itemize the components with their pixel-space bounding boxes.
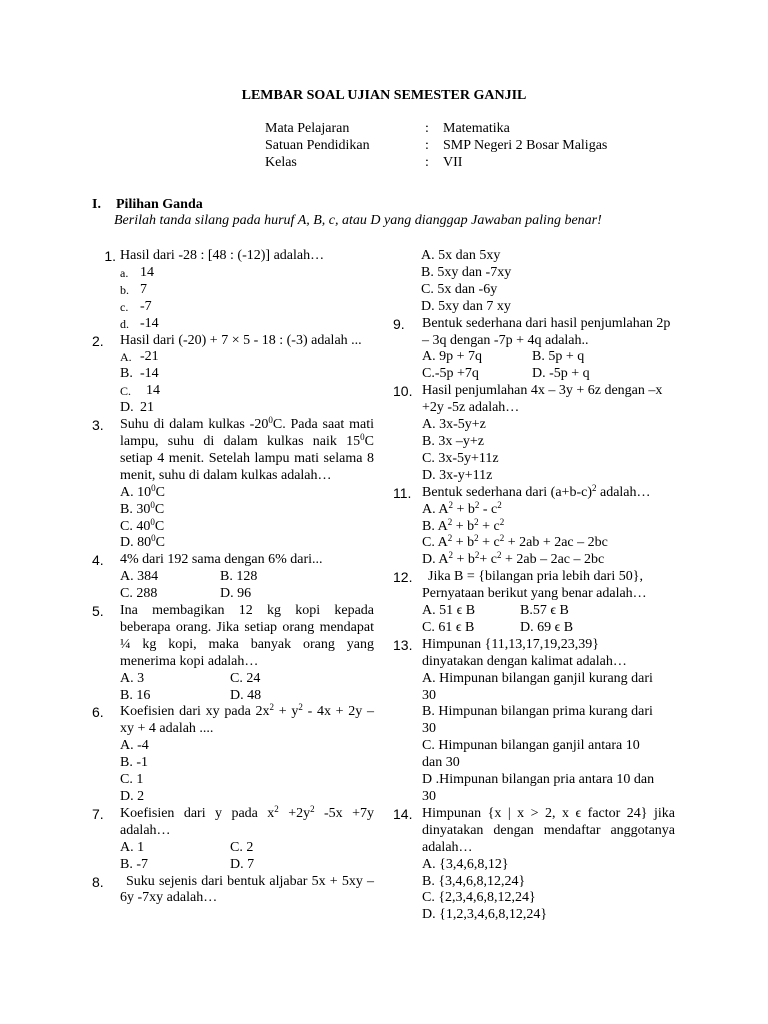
info-colon: : <box>425 121 429 136</box>
option-c: C. 2 <box>230 839 254 855</box>
info-row-school <box>265 138 607 155</box>
option-b: B. -1 <box>120 755 148 771</box>
question-stem: Bentuk sederhana dari hasil penjumlahan 2p – 3q dengan -7p + 4q adalah.. <box>422 315 671 348</box>
option-a: A. -21 <box>120 349 159 365</box>
question-number: 7. <box>92 805 104 822</box>
info-key: Satuan Pendidikan <box>265 138 370 153</box>
option-d: d. -14 <box>120 315 159 331</box>
question-5 <box>92 603 374 704</box>
option-b: B. -14 <box>120 366 159 382</box>
option-d: D. $80^0C$ <box>120 533 165 551</box>
option-b: B. 128 <box>220 569 258 585</box>
question-stem: Koefisien dari xy pada $2x^2 + y^2 - 4x + 2y$ – xy + 4 adalah .... <box>120 702 374 737</box>
option-d: D. 48 <box>230 687 262 703</box>
question-8-options <box>393 248 675 316</box>
option-b: B. 3x –y+z <box>422 433 484 449</box>
option-c: C. 14 <box>120 383 160 399</box>
info-colon: : <box>425 138 429 153</box>
option-c: C. 288 <box>120 586 158 602</box>
option-a: A. 3 <box>120 670 145 686</box>
question-7 <box>92 803 374 874</box>
question-stem: Ina membagikan 12 kg kopi kepada beberapa orang. Jika setiap orang mendapat ¼ kg kopi, maka banyak orang yang menerima kopi adalah… <box>120 603 374 669</box>
option-c: C. Himpunan bilangan ganjil antara 10 dan 30 <box>422 738 640 771</box>
question-number: 2. <box>92 332 104 349</box>
info-row-class <box>265 155 607 172</box>
option-b: B. $30^0C$ <box>120 499 165 517</box>
info-key: Mata Pelajaran <box>265 121 350 136</box>
option-b: B.57 ϵ B <box>520 603 569 619</box>
option-d: D. -5p + q <box>532 366 590 382</box>
question-number: 12. <box>393 569 413 586</box>
option-a: A. Himpunan bilangan ganjil kurang dari 30 <box>422 670 653 703</box>
question-stem: Hasil penjumlahan 4x – 3y + 6z dengan –x +2y -5z adalah… <box>422 383 663 416</box>
question-9 <box>393 316 675 384</box>
option-a: a. 14 <box>120 264 154 280</box>
option-d: D. 3x-y+11z <box>422 467 493 483</box>
section-heading <box>92 197 203 214</box>
option-d: D. {1,2,3,4,6,8,12,24} <box>422 907 548 923</box>
question-3 <box>92 417 374 552</box>
option-c: C. 24 <box>230 670 261 686</box>
question-column-left <box>92 248 374 907</box>
option-c: C. 3x-5y+11z <box>422 450 499 466</box>
info-key: Kelas <box>265 155 297 170</box>
question-1 <box>92 248 374 333</box>
option-c: C. {2,3,4,6,8,12,24} <box>422 890 536 906</box>
question-stem: Jika B = {bilangan pria lebih dari 50}, Pernyataan berikut yang benar adalah… <box>422 569 647 602</box>
option-c: c. -7 <box>120 298 152 314</box>
question-12 <box>393 569 675 637</box>
question-stem: Hasil dari (-20) + 7 × 5 - 18 : (-3) adalah ... <box>120 332 362 348</box>
question-number: 10. <box>393 383 413 400</box>
option-a: A. 51 ϵ B <box>422 603 476 619</box>
question-stem: Himpunan {11,13,17,19,23,39} dinyatakan dengan kalimat adalah… <box>422 636 627 669</box>
option-c: C.-5p +7q <box>422 366 479 382</box>
question-13 <box>393 637 675 806</box>
info-value: Matematika <box>443 121 510 136</box>
option-d: D. 96 <box>220 586 252 602</box>
option-b: B. 16 <box>120 687 151 703</box>
question-number: 13. <box>393 636 413 653</box>
section-title: Pilihan Ganda <box>116 197 203 212</box>
option-a: A. 5x dan 5xy <box>421 248 501 263</box>
question-number: 11. <box>393 484 412 501</box>
option-a: A. -4 <box>120 738 149 754</box>
option-d: D. 2 <box>120 789 145 804</box>
option-b: B. -7 <box>120 856 148 872</box>
option-b: B. Himpunan bilangan prima kurang dari 30 <box>422 704 653 737</box>
question-11 <box>393 482 675 570</box>
question-number: 4. <box>92 552 104 569</box>
question-number: 9. <box>393 315 405 332</box>
option-c: C. 1 <box>120 772 144 788</box>
option-c: C. $40^0C$ <box>120 516 165 534</box>
question-stem: Koefisien dari y pada $x^2 +2y^2$ -5x +7y adalah… <box>120 803 374 838</box>
option-d: D. $A^2 + b^2+ c^2 + 2ab - 2ac - 2bc$ <box>422 550 605 568</box>
option-b: b. 7 <box>120 281 147 297</box>
option-b: B. 5p + q <box>532 349 585 365</box>
option-d: D. 5xy dan 7 xy <box>421 298 511 314</box>
question-stem: Suhu di dalam kulkas $-20^0C$. Pada saat mati lampu, suhu di dalam kulkas naik $15^0C$ setiap 4 menit. Setelah lampu mati selama 8 menit, suhu di dalam kulkas adalah… <box>120 415 374 483</box>
question-14 <box>393 806 675 924</box>
option-a: A. $10^0C$ <box>120 482 165 500</box>
question-stem: Himpunan {x | x > 2, x ϵ factor 24} jika dinyatakan dengan mendaftar anggotanya adalah… <box>422 805 675 855</box>
question-number: 14. <box>393 805 413 822</box>
option-a: A. 9p + 7q <box>422 349 483 365</box>
option-a: A. 3x-5y+z <box>422 417 486 433</box>
option-c: C. 5x dan -6y <box>421 281 498 297</box>
section-instruction: Berilah tanda silang pada huruf A, B, c, atau D yang dianggap Jawaban paling benar! <box>114 213 602 228</box>
question-stem: Bentuk sederhana dari $(a+b-c)^2$ adalah… <box>422 482 651 500</box>
option-a: A. 1 <box>120 839 145 855</box>
question-10 <box>393 383 675 484</box>
question-stem: Hasil dari -28 : [48 : (-12)] adalah… <box>120 248 325 263</box>
page-title: LEMBAR SOAL UJIAN SEMESTER GANJIL <box>241 88 527 103</box>
option-a: A. $A^2 + b^2 - c^2$ <box>422 499 502 517</box>
question-6 <box>92 704 374 805</box>
info-row-subject <box>265 121 607 138</box>
option-b: B. {3,4,6,8,12,24} <box>422 873 526 889</box>
question-column-right <box>393 248 675 924</box>
question-number: 8. <box>92 873 104 890</box>
question-number: 3. <box>92 417 104 434</box>
option-c: C. $A^2 + b^2 + c^2 + 2ab + 2ac - 2bc$ <box>422 533 608 551</box>
option-d: D .Himpunan bilangan pria antara 10 dan 30 <box>422 772 655 804</box>
question-number: 5. <box>92 603 104 620</box>
section-number: I. <box>92 197 101 212</box>
question-stem: 4% dari 192 sama dengan 6% dari... <box>120 552 323 568</box>
question-4 <box>92 552 374 603</box>
question-stem: Suku sejenis dari bentuk aljabar 5x + 5xy – 6y -7xy adalah… <box>120 873 374 906</box>
exam-info <box>265 121 607 172</box>
option-b: B. 5xy dan -7xy <box>421 264 512 280</box>
info-value: SMP Negeri 2 Bosar Maligas <box>443 138 608 153</box>
option-b: B. $A^2 + b^2 + c^2$ <box>422 516 505 534</box>
option-d: D. 21 <box>120 400 154 416</box>
option-d: D. 69 ϵ B <box>520 619 574 635</box>
question-2 <box>92 333 374 418</box>
question-number: 1. <box>104 248 116 264</box>
question-number: 6. <box>92 704 104 721</box>
option-c: C. 61 ϵ B <box>422 619 475 635</box>
option-a: A. 384 <box>120 569 159 585</box>
option-d: D. 7 <box>230 856 255 872</box>
option-a: A. {3,4,6,8,12} <box>422 856 509 872</box>
info-colon: : <box>425 155 429 170</box>
info-value: VII <box>443 155 463 170</box>
question-8 <box>92 874 374 908</box>
